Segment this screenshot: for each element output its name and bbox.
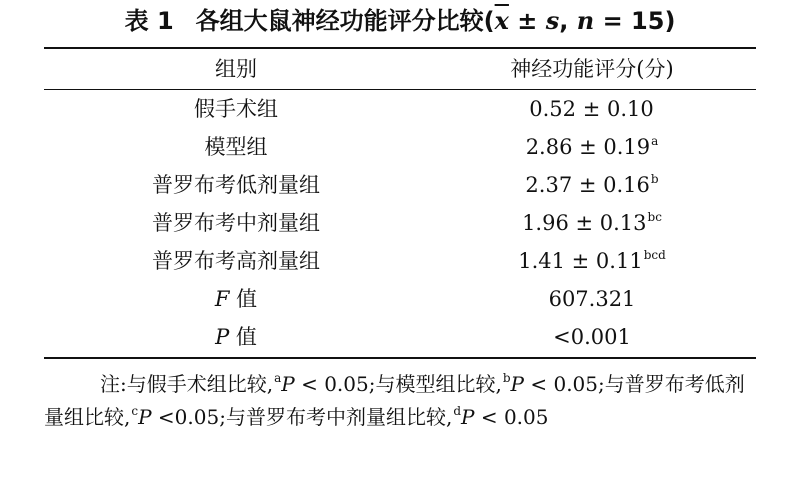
row-group: 普罗布考低剂量组 [152, 173, 320, 197]
note-text-2: < 0.05;与普罗布考低剂量组比较, [44, 372, 745, 429]
note-prefix: 注:与假手术组比较, [100, 372, 274, 396]
note-p-1: P [281, 372, 295, 396]
note-text-3: <0.05;与普罗布考中剂量组比较, [151, 405, 453, 429]
row-value [428, 242, 756, 280]
row-value [428, 204, 756, 242]
header-score: 神经功能评分(分) [510, 57, 674, 81]
p-value-label [44, 318, 428, 356]
p-symbol: P [215, 325, 230, 349]
f-symbol: F [214, 287, 230, 311]
title-sd-symbol: s [545, 6, 560, 35]
f-value-row [44, 280, 756, 318]
f-value-label [44, 280, 428, 318]
table-footnote [44, 368, 756, 434]
note-marker-b: b [502, 371, 511, 385]
note-p-2: P [510, 372, 524, 396]
row-value-text: 1.41 ± 0.11 [518, 249, 643, 273]
row-value-marker: b [650, 172, 659, 186]
note-p-3: P [138, 405, 152, 429]
row-value-marker: bcd [643, 248, 666, 262]
table-header-row [44, 49, 756, 89]
row-value [428, 166, 756, 204]
title-separator: , [559, 7, 577, 35]
note-marker-a: a [274, 371, 282, 385]
row-group: 模型组 [204, 135, 268, 159]
row-value [428, 128, 756, 166]
note-text-4: < 0.05 [474, 405, 549, 429]
row-value-marker: a [651, 134, 659, 148]
table-title [0, 2, 800, 40]
table-bottom-rule [44, 357, 756, 359]
p-label-text: 值 [229, 325, 257, 349]
row-group: 假手术组 [194, 97, 278, 121]
header-group: 组别 [215, 57, 257, 81]
note-p-4: P [461, 405, 475, 429]
row-value [428, 89, 756, 128]
table-row [44, 166, 756, 204]
score-table [44, 49, 756, 356]
title-close-paren: ) [664, 7, 676, 35]
note-marker-c: c [131, 404, 139, 418]
p-value-row [44, 318, 756, 356]
title-n-symbol: n [576, 6, 595, 35]
f-value: 607.321 [548, 287, 636, 311]
note-text-1: < 0.05;与模型组比较, [294, 372, 502, 396]
table-title-text: 各组大鼠神经功能评分比较( [195, 7, 495, 35]
table-row [44, 204, 756, 242]
title-n-value: = 15 [594, 7, 665, 35]
row-value-text: 0.52 ± 0.10 [529, 97, 654, 121]
row-group: 普罗布考中剂量组 [152, 211, 320, 235]
f-label-text: 值 [229, 287, 258, 311]
row-value-text: 2.86 ± 0.19 [525, 135, 651, 159]
p-value: <0.001 [553, 325, 631, 349]
row-value-text: 2.37 ± 0.16 [525, 173, 650, 197]
table-row [44, 242, 756, 280]
row-value-marker: bc [647, 210, 662, 224]
table-number: 表 1 [124, 7, 174, 35]
title-plus-minus: ± [508, 7, 546, 35]
row-value-text: 1.96 ± 0.13 [522, 211, 647, 235]
note-marker-d: d [453, 404, 461, 418]
title-mean-symbol: $\overline{x}$ [494, 6, 509, 35]
table-row [44, 89, 756, 128]
row-group: 普罗布考高剂量组 [152, 249, 320, 273]
table-row [44, 128, 756, 166]
